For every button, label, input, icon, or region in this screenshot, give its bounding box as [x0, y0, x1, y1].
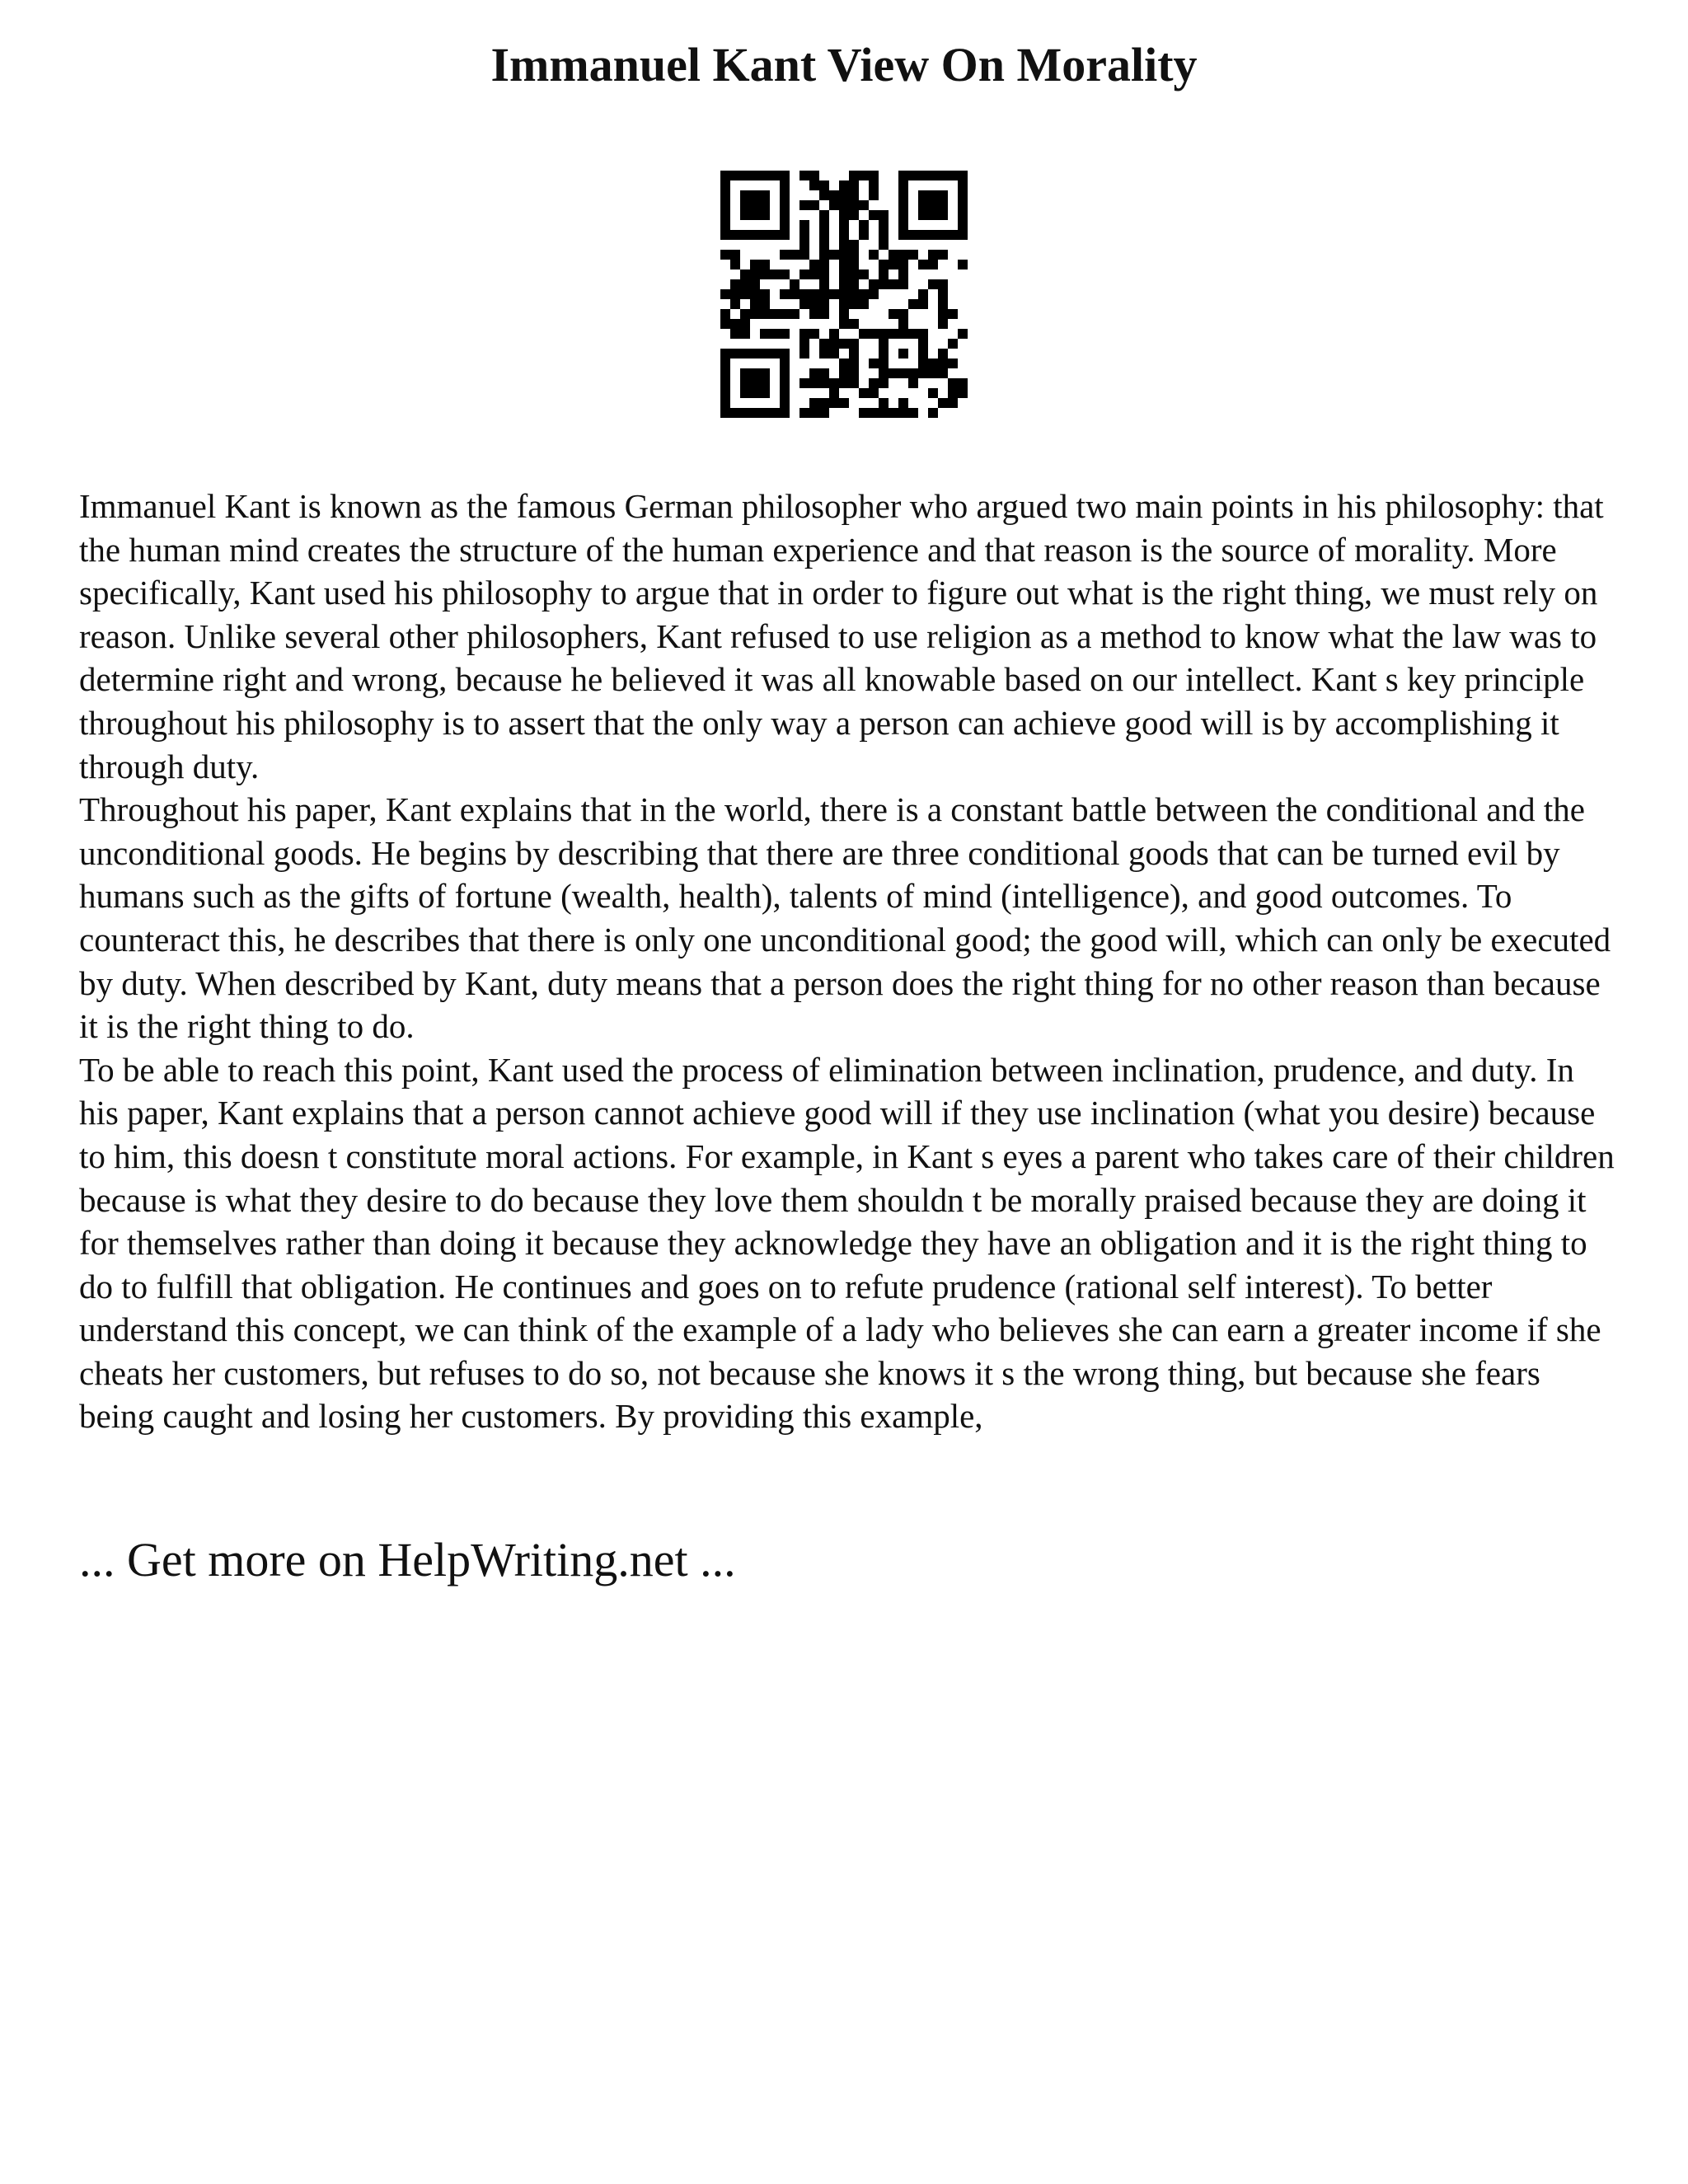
get-more-link[interactable]: ... Get more on HelpWriting.net ...: [79, 1533, 736, 1586]
paragraph: To be able to reach this point, Kant used the process of elimination between inclination, prudence, and duty. In his paper, Kant explains that a person cannot achieve good will if they use inclination (what you desire) because to him, this doesn t constitute moral actions. For example, in Kant s eyes a parent who takes care of their children because is what they desire to do because they love them shouldn t be morally praised because they are doing it for themselves rather than doing it because they acknowledge they have an obligation and it is the right thing to do to fulfill that obligation. He continues and goes on to refute prudence (rational self interest). To better understand this concept, we can think of the example of a lady who believes she can earn a greater income if she cheats her customers, but refuses to do so, not because she knows it s the wrong thing, but because she fears being caught and losing her customers. By providing this example,: [79, 1050, 1615, 1436]
qr-code-icon: [720, 171, 968, 418]
paragraph: Immanuel Kant is known as the famous German philosopher who argued two main points in his philosophy: that the human mind creates the structure of the human experience and that reason is the source of morality. More specifically, Kant used his philosophy to argue that in order to figure out what is the right thing, we must rely on reason. Unlike several other philosophers, Kant refused to use religion as a method to know what the law was to determine right and wrong, because he believed it was all knowable based on our intellect. Kant s key principle throughout his philosophy is to assert that the only way a person can achieve good will is by accomplishing it through duty.: [79, 487, 1604, 785]
page-title: Immanuel Kant View On Morality: [490, 38, 1198, 91]
document-body: [79, 485, 1620, 1438]
paragraph: Throughout his paper, Kant explains that in the world, there is a constant battle between the conditional and the unconditional goods. He begins by describing that there are three conditional goods that can be turned evil by humans such as the gifts of fortune (wealth, health), talents of mind (intelligence), and good outcomes. To counteract this, he describes that there is only one unconditional good; the good will, which can only be executed by duty. When described by Kant, duty means that a person does the right thing for no other reason than because it is the right thing to do.: [79, 790, 1611, 1046]
